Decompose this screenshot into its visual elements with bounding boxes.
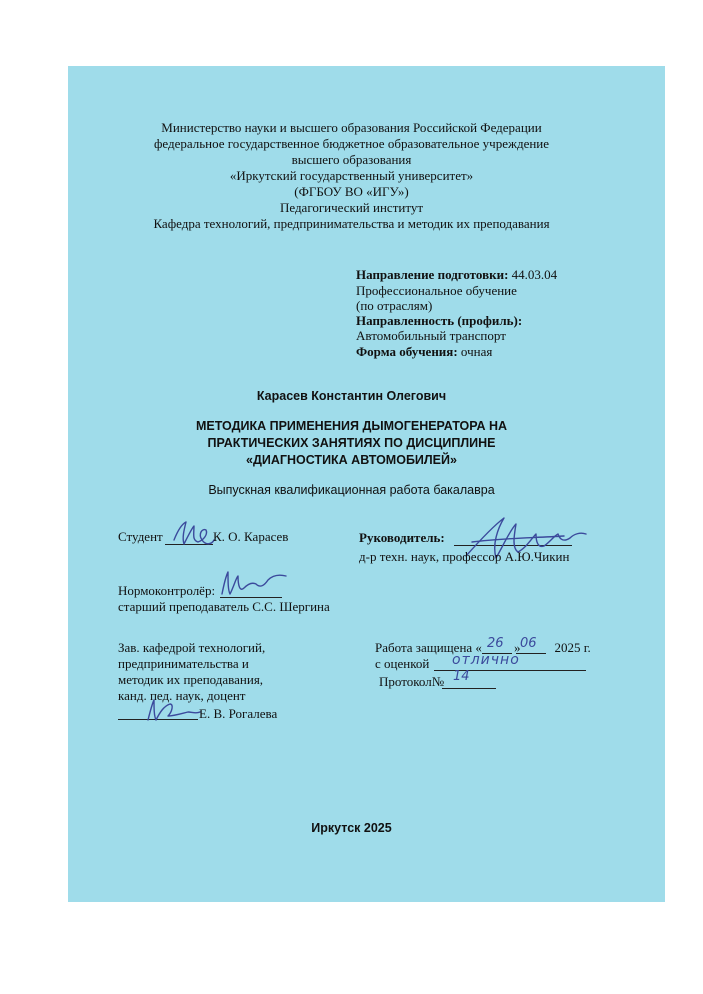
student-signature — [168, 516, 218, 550]
direction-line — [356, 267, 557, 282]
student-label: Студент — [118, 529, 163, 544]
supervisor-title: д-р техн. наук, профессор А.Ю.Чикин — [359, 549, 570, 564]
institute-name: Педагогический институт — [279, 200, 424, 215]
protocol-value: 14 — [453, 669, 470, 684]
author-name: Карасев Константин Олегович — [256, 389, 447, 403]
protocol-label: Протокол№ — [379, 674, 445, 689]
supervisor-label: Руководитель: — [359, 530, 445, 545]
head-name: Е. В. Рогалева — [199, 706, 278, 721]
thesis-title-line3: «ДИАГНОСТИКА АВТОМОБИЛЕЙ» — [246, 453, 457, 467]
head-line3: методик их преподавания, — [118, 672, 264, 687]
education-level-line: высшего образования — [291, 152, 412, 167]
thesis-title-line1: МЕТОДИКА ПРИМЕНЕНИЯ ДЫМОГЕНЕРАТОРА НА — [195, 419, 508, 433]
profile-label: Направленность (профиль): — [356, 313, 523, 328]
direction-code: 44.03.04 — [511, 267, 558, 282]
student-name: К. О. Карасев — [213, 529, 289, 544]
head-line4: канд. пед. наук, доцент — [118, 688, 246, 703]
department-name: Кафедра технологий, предпринимательства и методик их преподавания — [153, 216, 550, 231]
city-year: Иркутск 2025 — [311, 821, 392, 835]
normocontrol-signature — [216, 566, 294, 602]
direction-name-1: Профессиональное обучение — [356, 283, 517, 298]
normocontrol-label: Нормоконтролёр: — [118, 583, 216, 598]
university-name: «Иркутский государственный университет» — [229, 168, 474, 183]
head-line2: предпринимательства и — [118, 656, 249, 671]
head-signature — [140, 694, 204, 726]
institution-line: федеральное государственное бюджетное образовательное учреждение — [153, 136, 550, 151]
defense-mid: » — [513, 640, 521, 655]
grade-label: с оценкой — [375, 656, 430, 671]
protocol-line — [442, 688, 496, 689]
profile-value: Автомобильный транспорт — [356, 328, 506, 343]
defense-month: 06 — [520, 636, 537, 651]
defense-month-line — [516, 653, 546, 654]
work-type: Выпускная квалификационная работа бакалавра — [208, 483, 495, 497]
thesis-title-line2: ПРАКТИЧЕСКИХ ЗАНЯТИЯХ ПО ДИСЦИПЛИНЕ — [207, 436, 496, 450]
direction-label: Направление подготовки: — [356, 267, 509, 282]
defense-day: 26 — [487, 636, 504, 651]
university-abbr: (ФГБОУ ВО «ИГУ») — [294, 184, 409, 199]
head-line1: Зав. кафедрой технологий, — [118, 640, 266, 655]
study-form-label: Форма обучения: — [356, 344, 458, 359]
normocontrol-title: старший преподаватель С.С. Шергина — [118, 599, 330, 614]
ministry-line: Министерство науки и высшего образования Российской Федерации — [161, 120, 542, 135]
grade-value: отлично — [452, 652, 520, 668]
study-form-line — [356, 344, 492, 359]
defense-prefix: Работа защищена « — [375, 640, 482, 655]
study-form-value: очная — [460, 344, 493, 359]
defense-year: 2025 г. — [554, 640, 591, 655]
direction-name-2: (по отраслям) — [356, 298, 433, 313]
